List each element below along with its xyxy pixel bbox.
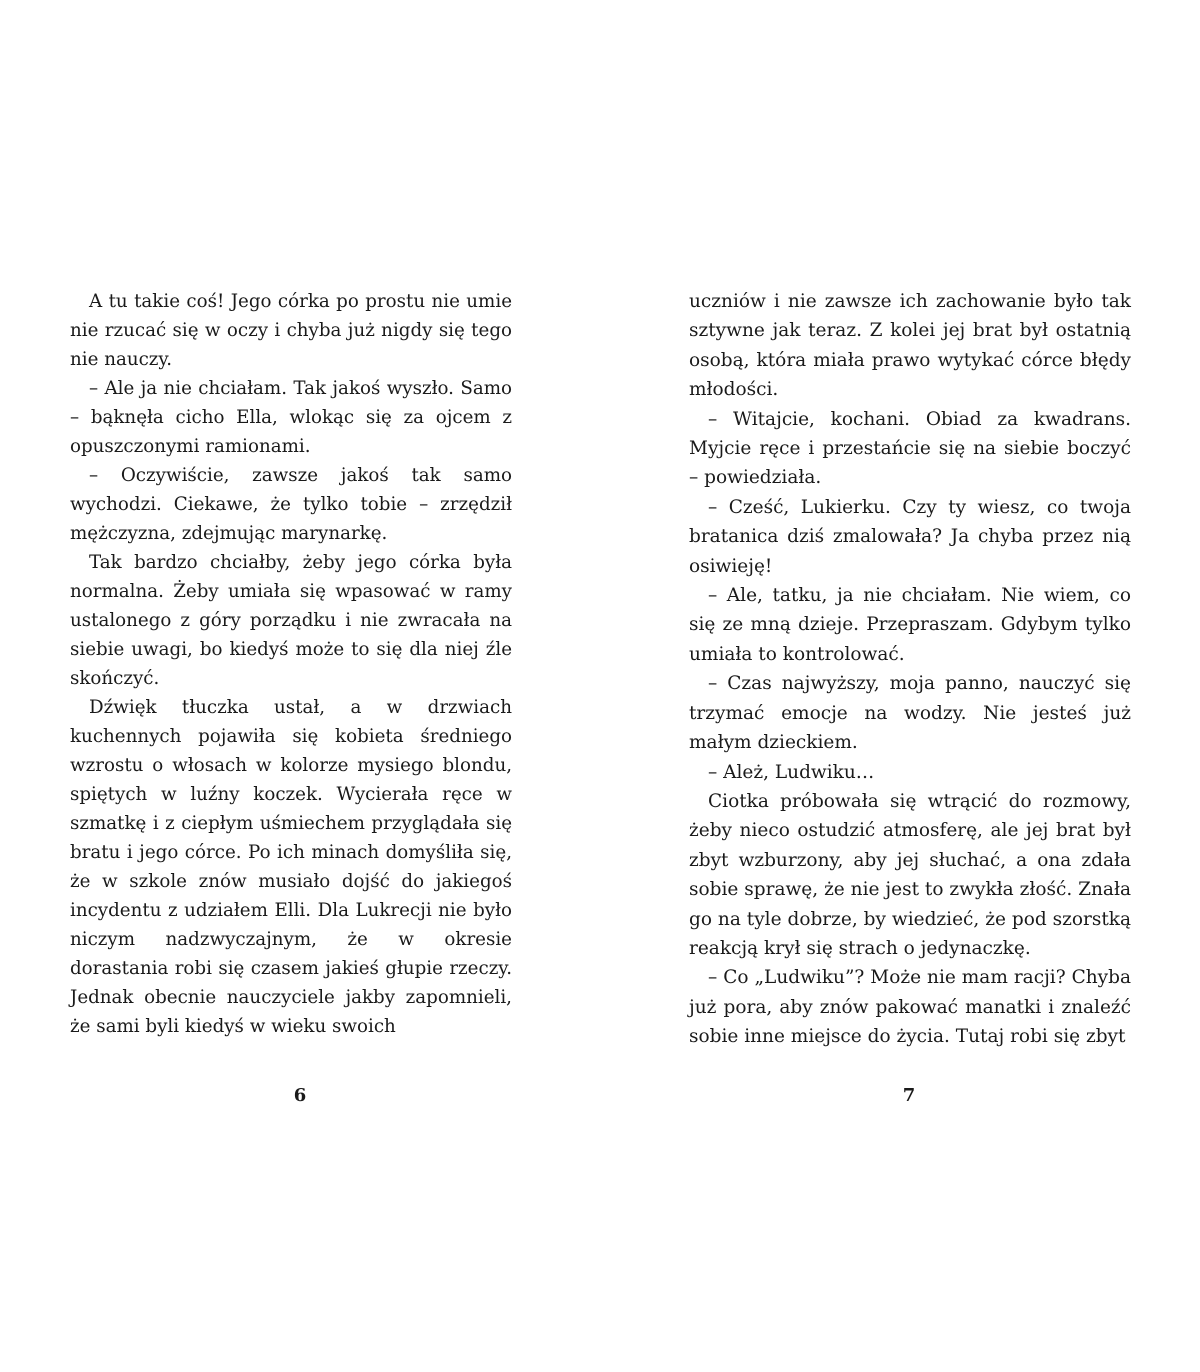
paragraph: Dźwięk tłuczka ustał, a w drzwiach kuchennych pojawiła się kobieta średniego wzrostu o włosach w kolorze mysiego blondu, spiętych w luźny koczek. Wycierała ręce w szmatkę i z ciepłym uśmiechem przyglądała się bratu i jego córce. Po ich minach domyśliła się, że w szkole znów musiało dojść do jakiegoś incydentu z udziałem Elli. Dla Lukrecji nie było niczym nadzwyczajnym, że w okresie dorastania robi się czasem jakieś głupie rzeczy. Jednak obecnie nauczyciele jakby zapomnieli, że sami byli kiedyś w wieku swoich [70, 697, 512, 1037]
left-page-text [70, 287, 512, 1041]
paragraph: – Cześć, Lukierku. Czy ty wiesz, co twoja bratanica dziś zmalowała? Ja chyba przez nią osiwieję! [689, 496, 1131, 577]
paragraph: – Ależ, Ludwiku… [708, 761, 875, 783]
paragraph: – Czas najwyższy, moja panno, nauczyć się trzymać emocje na wodzy. Nie jesteś już małym dzieckiem. [689, 673, 1131, 754]
paragraph: Ciotka próbowała się wtrącić do rozmowy, żeby nieco ostudzić atmosferę, ale jej brat był zbyt wzburzony, aby jej słuchać, a ona zdała sobie sprawę, że nie jest to zwykła złość. Znała go na tyle dobrze, by wiedzieć, że pod szorstką reakcją krył się strach o jedynaczkę. [689, 790, 1131, 959]
page-number-right: 7 [902, 1085, 916, 1106]
paragraph: – Ale, tatku, ja nie chciałam. Nie wiem, co się ze mną dzieje. Przepraszam. Gdybym tylko umiała to kontrolować. [689, 585, 1131, 665]
paragraph: uczniów i nie zawsze ich zachowanie było tak sztywne jak teraz. Z kolei jej brat był ostatnią osobą, która miała prawo wytykać córce błędy młodości. [689, 291, 1131, 401]
paragraph: – Witajcie, kochani. Obiad za kwadrans. Myjcie ręce i przestańcie się na siebie boczyć – powiedziała. [689, 408, 1131, 489]
page-number-left: 6 [293, 1085, 307, 1106]
paragraph: – Ale ja nie chciałam. Tak jakoś wyszło. Samo – bąknęła cicho Ella, wlokąc się za ojcem z opuszczonymi ramionami. [70, 378, 512, 457]
right-page-text [689, 287, 1131, 1052]
paragraph: – Oczywiście, zawsze jakoś tak samo wychodzi. Ciekawe, że tylko tobie – zrzędził mężczyzna, zdejmując marynarkę. [70, 465, 512, 544]
paragraph: A tu takie coś! Jego córka po prostu nie umie nie rzucać się w oczy i chyba już nigdy się tego nie nauczy. [70, 291, 512, 370]
paragraph: Tak bardzo chciałby, żeby jego córka była normalna. Żeby umiała się wpasować w ramy ustalonego z góry porządku i nie zwracała na siebie uwagi, bo kiedyś może to się dla niej źle skończyć. [70, 552, 512, 689]
paragraph: – Co „Ludwiku”? Może nie mam racji? Chyba już pora, aby znów pakować manatki i znaleźć sobie inne miejsce do życia. Tutaj robi się zbyt [689, 967, 1131, 1048]
